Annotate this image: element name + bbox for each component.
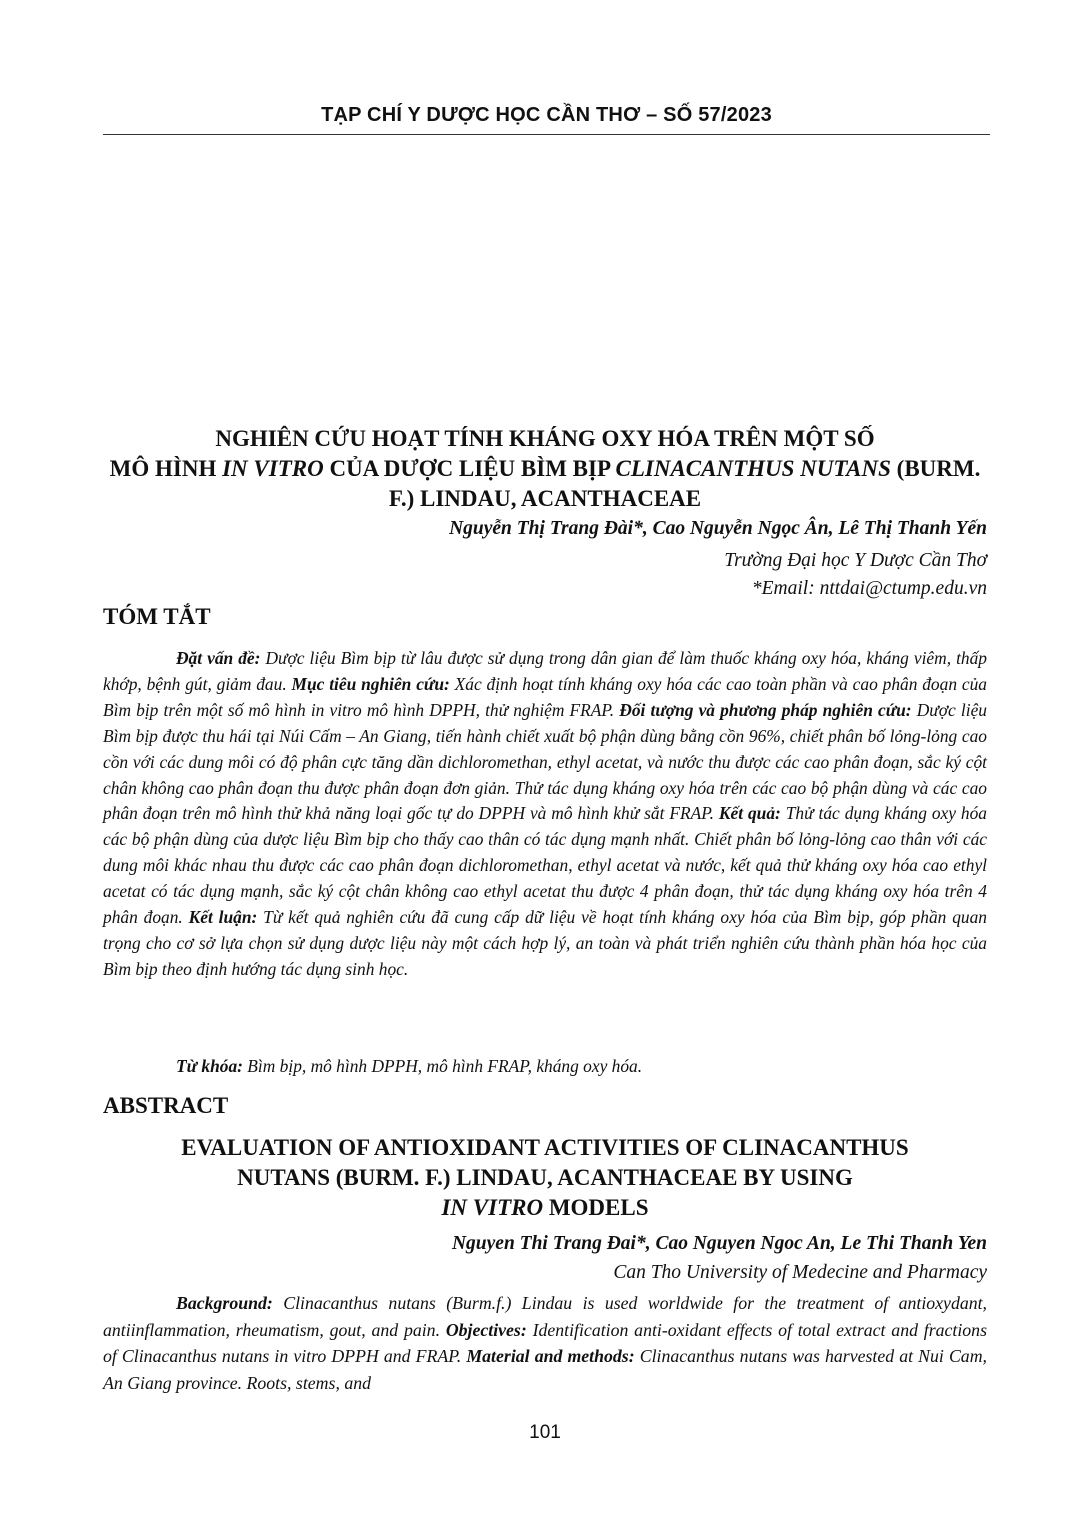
summary-heading: TÓM TẮT <box>103 604 211 629</box>
title-vn-species: CLINACANTHUS NUTANS <box>615 456 891 481</box>
method-label-en: Material and methods: <box>466 1346 635 1366</box>
obj-text-en: Identification anti-oxidant effects of total extract and fractions of Clinacanthus nutans in vitro DPPH and FRAP. <box>103 1319 987 1366</box>
summary-body <box>103 646 987 983</box>
keywords-text: Bìm bịp, mô hình DPPH, mô hình FRAP, kháng oxy hóa. <box>242 1056 643 1076</box>
result-label-vn: Kết quả: <box>718 803 781 824</box>
obj-text-vn: Xác định hoạt tính kháng oxy hóa các cao toàn phần và cao phân đoạn của Bìm bịp trên một số mô hình in vitro mô hình DPPH, thử nghiệm FRAP. <box>103 673 987 720</box>
bg-label-vn: Đặt vấn đề: <box>176 648 261 668</box>
authors-en: Nguyen Thi Trang Đai*, Cao Nguyen Ngoc An, Le Thi Thanh Yen <box>451 1233 987 1254</box>
method-text-en: Clinacanthus nutans was harvested at Nui Cam, An Giang province. Roots, stems, and <box>103 1346 987 1393</box>
abstract-body <box>103 1290 987 1396</box>
title-vn-part6: (BURM. F.) LINDAU, ACANTHACEAE <box>388 456 981 511</box>
obj-label-en: Objectives: <box>445 1319 527 1340</box>
title-en-line2: NUTANS (BURM. F.) LINDAU, ACANTHACEAE BY USING <box>237 1165 853 1190</box>
title-vn-part4: CỦA DƯỢC LIỆU BÌM BỊP <box>323 456 616 481</box>
article-title-vn <box>100 424 990 514</box>
method-text-vn: Dược liệu Bìm bịp được thu hái tại Núi Cấm – An Giang, tiến hành chiết xuất bộ phận dùng bằng cồn 96%, chiết phân bố lỏng-lỏng cao cồn với các dung môi có độ phân cực tăng dần dichloromethan, ethyl acetat, và nước thu được các cao phân đoạn, sắc ký cột chân không cao phân đoạn thu được phân đoạn đơn giản. Thử tác dụng kháng oxy hóa trên các cao bộ phận dùng và các cao phân đoạn trên mô hình thử khả năng loại gốc tự do DPPH và mô hình khử sắt FRAP. <box>103 699 987 824</box>
title-vn-part1: NGHIÊN CỨU HOẠT TÍNH KHÁNG OXY HÓA TRÊN MỘT SỐ <box>215 426 875 451</box>
bg-text-en: Clinacanthus nutans (Burm.f.) Lindau is used worldwide for the treatment of antioxydant, antiinflammation, rheumatism, gout, and pain. <box>103 1293 987 1340</box>
title-vn-part2: MÔ HÌNH <box>109 456 223 481</box>
corresponding-email: *Email: nttdai@ctump.edu.vn <box>751 578 987 599</box>
conclusion-text-vn: Từ kết quả nghiên cứu đã cung cấp dữ liệu về hoạt tính kháng oxy hóa của Bìm bịp, góp phần quan trọng cho cơ sở lựa chọn sử dụng dược liệu này một cách hợp lý, an toàn và phát triển nghiên cứu thành phần hóa học của Bìm bịp theo định hướng tác dụng sinh học. <box>103 907 987 979</box>
article-title-en <box>100 1133 990 1223</box>
journal-header: TẠP CHÍ Y DƯỢC HỌC CẦN THƠ – SỐ 57/2023 <box>321 104 772 126</box>
conclusion-label-vn: Kết luận: <box>188 907 258 928</box>
summary-paragraph <box>103 646 987 983</box>
method-label-vn: Đối tượng và phương pháp nghiên cứu: <box>619 699 912 720</box>
title-en-in-vitro: IN VITRO <box>441 1195 544 1220</box>
title-en-line3: MODELS <box>543 1195 649 1220</box>
affiliation-en: Can Tho University of Medecine and Pharmacy <box>613 1262 987 1283</box>
obj-label-vn: Mục tiêu nghiên cứu: <box>291 673 450 694</box>
title-en-line1: EVALUATION OF ANTIOXIDANT ACTIVITIES OF CLINACANTHUS <box>181 1135 909 1160</box>
bg-text-vn: Dược liệu Bìm bịp từ lâu được sử dụng trong dân gian để làm thuốc kháng oxy hóa, kháng viêm, thấp khớp, bệnh gút, giảm đau. <box>103 648 987 694</box>
keywords-label: Từ khóa: <box>176 1056 243 1076</box>
keywords-vn <box>176 1056 986 1077</box>
header-divider <box>103 134 990 135</box>
bg-label-en: Background: <box>176 1293 273 1313</box>
affiliation-vn: Trường Đại học Y Dược Cần Thơ <box>724 550 987 571</box>
abstract-heading: ABSTRACT <box>103 1093 229 1118</box>
authors-vn: Nguyễn Thị Trang Đài*, Cao Nguyễn Ngọc Ân, Lê Thị Thanh Yến <box>449 518 987 539</box>
abstract-paragraph <box>103 1290 987 1396</box>
result-text-vn: Thử tác dụng kháng oxy hóa các bộ phận dùng của dược liệu Bìm bịp cho thấy cao thân có tác dụng mạnh nhất. Chiết phân bố lỏng-lỏng cao thân với các dung môi khác nhau thu được các cao phân đoạn dichloromethan, ethyl acetat và nước, kết quả thử kháng oxy hóa cao ethyl acetat có tác dụng mạnh, sắc ký cột chân không cao ethyl acetat thu được 4 phân đoạn, thử tác dụng kháng oxy hóa trên 4 phân đoạn. <box>103 803 987 928</box>
title-vn-in-vitro: IN VITRO <box>222 456 324 481</box>
page-number: 101 <box>529 1422 561 1443</box>
